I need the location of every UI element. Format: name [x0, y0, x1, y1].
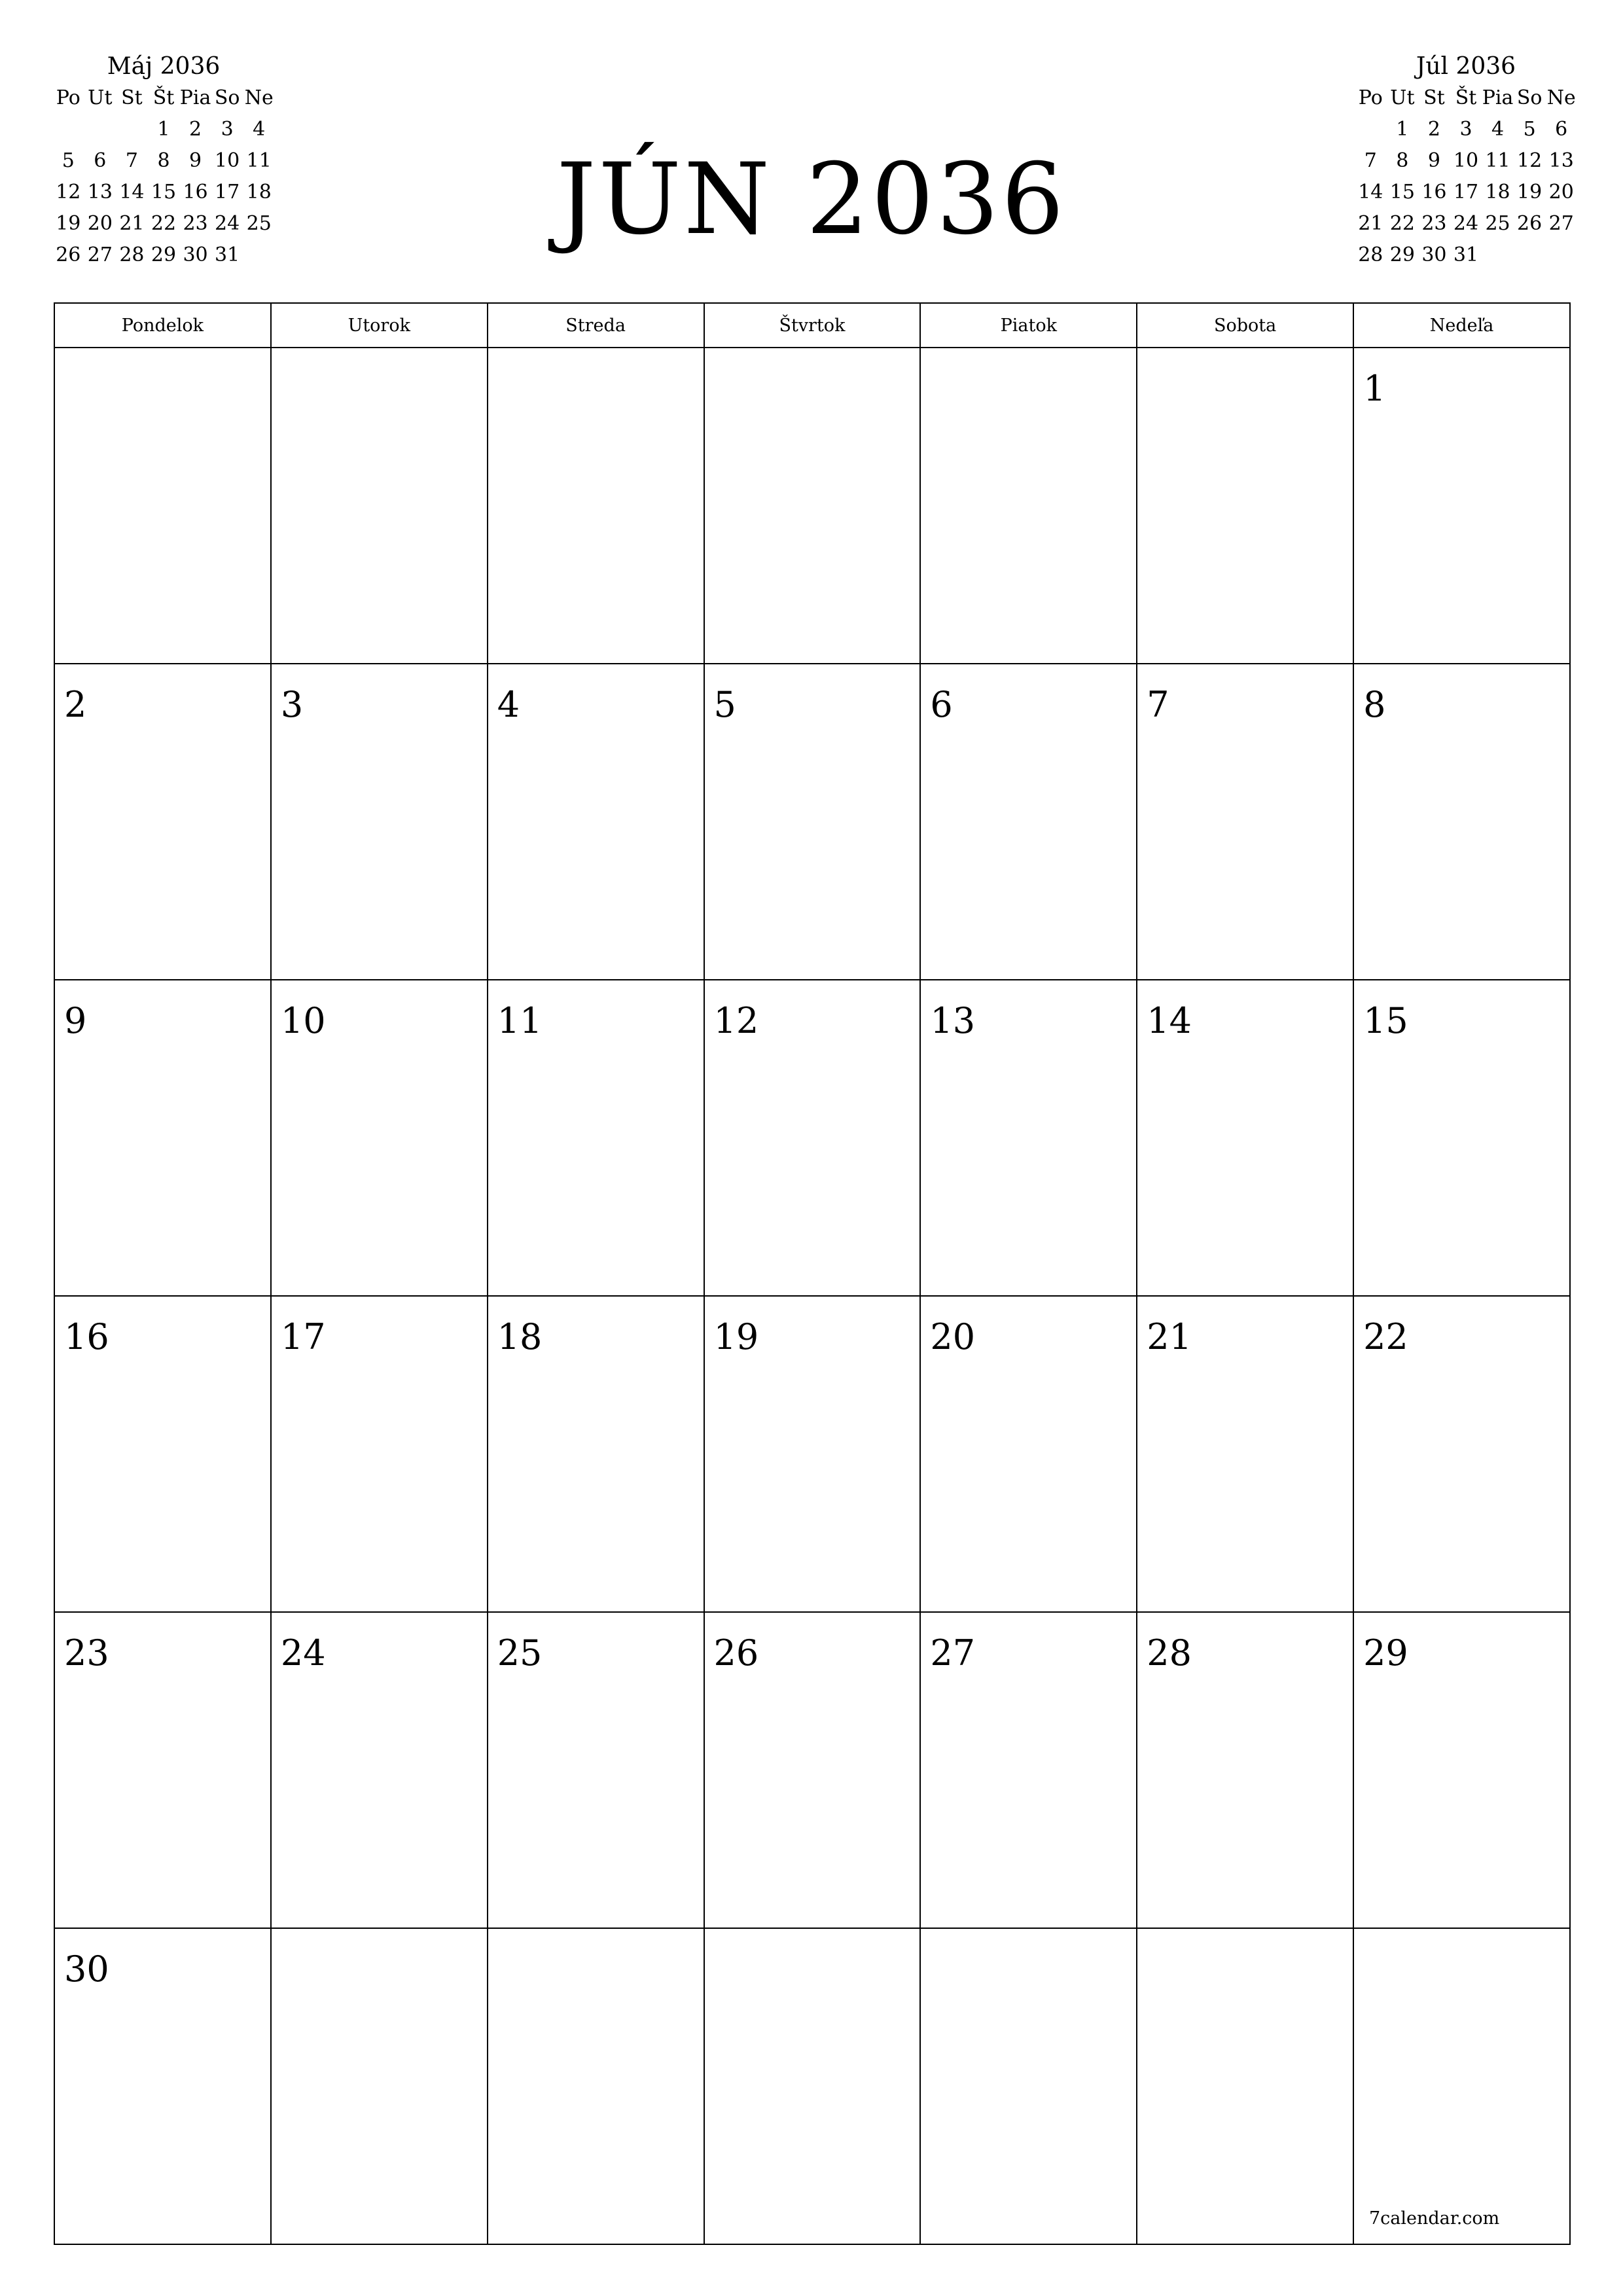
day-cell[interactable]	[271, 980, 488, 1296]
day-number: 2	[64, 684, 87, 725]
mini-day: 28	[1358, 243, 1383, 266]
day-cell[interactable]	[920, 664, 1137, 980]
day-number: 16	[64, 1316, 109, 1357]
week-row	[54, 1296, 1570, 1612]
mini-day: 18	[1485, 181, 1510, 204]
mini-day	[1482, 240, 1514, 271]
mini-day: 24	[215, 212, 240, 235]
day-number: 5	[713, 684, 736, 725]
day-cell[interactable]	[920, 980, 1137, 1296]
day-cell[interactable]	[1137, 348, 1353, 664]
day-number: 24	[280, 1632, 326, 1674]
day-cell[interactable]	[704, 664, 921, 980]
day-number: 18	[497, 1316, 543, 1357]
mini-weekday-label: Ne	[1546, 86, 1576, 109]
day-cell[interactable]	[488, 1928, 704, 2244]
day-cell[interactable]	[1353, 1928, 1570, 2244]
mini-day: 20	[1548, 181, 1574, 204]
day-number: 14	[1147, 1000, 1192, 1041]
day-number: 27	[930, 1632, 976, 1674]
day-cell[interactable]	[704, 980, 921, 1296]
mini-day: 13	[87, 181, 113, 204]
mini-weekday-label: Pia	[1482, 86, 1514, 109]
weekday-header: Piatok	[920, 303, 1137, 348]
month-calendar-grid	[54, 302, 1571, 2245]
mini-day	[1514, 240, 1546, 271]
mini-weekday-label: Št	[152, 86, 175, 109]
mini-day: 16	[183, 181, 208, 204]
mini-day: 17	[1453, 181, 1479, 204]
mini-day: 1	[157, 118, 170, 141]
mini-day: 2	[189, 118, 202, 141]
mini-day: 7	[125, 149, 138, 172]
mini-weekday-label: Ut	[88, 86, 113, 109]
mini-day: 8	[157, 149, 170, 172]
mini-day: 6	[94, 149, 107, 172]
weekday-header: Utorok	[271, 303, 488, 348]
mini-day: 5	[1523, 118, 1536, 141]
mini-calendar-grid	[1355, 82, 1577, 271]
mini-calendar-title: Máj 2036	[107, 53, 221, 80]
day-cell[interactable]	[271, 1928, 488, 2244]
mini-day: 20	[87, 212, 113, 235]
mini-day: 29	[151, 243, 177, 266]
mini-day: 26	[56, 243, 81, 266]
day-cell[interactable]	[488, 1296, 704, 1612]
day-number: 29	[1363, 1632, 1408, 1674]
day-number: 20	[930, 1316, 976, 1357]
day-cell[interactable]	[54, 1612, 271, 1928]
week-row	[54, 1612, 1570, 1928]
day-cell[interactable]	[920, 1612, 1137, 1928]
mini-weekday-label: St	[121, 86, 143, 109]
mini-day: 10	[1453, 149, 1479, 172]
mini-day: 4	[1491, 118, 1505, 141]
day-number: 7	[1147, 684, 1169, 725]
mini-day: 19	[56, 212, 81, 235]
day-cell[interactable]	[488, 664, 704, 980]
mini-calendar-title: Júl 2036	[1416, 53, 1516, 80]
week-row	[54, 348, 1570, 664]
mini-day: 15	[1389, 181, 1415, 204]
site-credit: 7calendar.com	[1369, 2208, 1500, 2229]
day-number: 23	[64, 1632, 109, 1674]
day-number: 10	[280, 1000, 326, 1041]
mini-weekday-label: Ut	[1390, 86, 1415, 109]
mini-day: 30	[183, 243, 208, 266]
mini-day: 22	[151, 212, 177, 235]
day-number: 4	[497, 684, 520, 725]
mini-day: 17	[215, 181, 240, 204]
weekday-header: Pondelok	[54, 303, 271, 348]
day-cell[interactable]	[54, 980, 271, 1296]
mini-day: 2	[1427, 118, 1440, 141]
mini-day: 31	[215, 243, 240, 266]
mini-day: 12	[56, 181, 81, 204]
mini-day: 6	[1555, 118, 1568, 141]
day-cell[interactable]	[704, 1612, 921, 1928]
day-cell[interactable]	[920, 348, 1137, 664]
weekday-header: Sobota	[1137, 303, 1353, 348]
day-cell[interactable]	[1353, 664, 1570, 980]
day-cell[interactable]	[488, 1612, 704, 1928]
day-cell[interactable]	[1137, 1928, 1353, 2244]
mini-day	[1545, 240, 1577, 271]
mini-day: 22	[1389, 212, 1415, 235]
mini-weekday-label: So	[1516, 86, 1543, 109]
day-cell[interactable]	[1353, 1296, 1570, 1612]
mini-weekday-label: St	[1423, 86, 1445, 109]
day-cell[interactable]	[54, 348, 271, 664]
day-cell[interactable]	[1353, 980, 1570, 1296]
mini-day: 24	[1453, 212, 1479, 235]
mini-day	[1355, 114, 1387, 145]
mini-day: 8	[1396, 149, 1409, 172]
day-number: 30	[64, 1948, 109, 1990]
day-number: 26	[713, 1632, 759, 1674]
mini-day: 11	[1485, 149, 1510, 172]
mini-day: 21	[119, 212, 145, 235]
mini-day: 27	[1548, 212, 1574, 235]
mini-day: 25	[246, 212, 272, 235]
mini-day: 13	[1548, 149, 1574, 172]
day-cell[interactable]	[271, 1612, 488, 1928]
day-number: 1	[1363, 368, 1386, 409]
mini-day: 12	[1517, 149, 1543, 172]
weekday-header-row	[54, 303, 1570, 348]
mini-day: 9	[189, 149, 202, 172]
mini-day: 14	[119, 181, 145, 204]
day-number: 15	[1363, 1000, 1408, 1041]
mini-day: 5	[62, 149, 75, 172]
mini-day: 1	[1396, 118, 1409, 141]
mini-day: 3	[1459, 118, 1472, 141]
mini-day: 28	[119, 243, 145, 266]
mini-weekday-label: Št	[1455, 86, 1477, 109]
day-number: 17	[280, 1316, 326, 1357]
mini-day: 23	[1421, 212, 1447, 235]
mini-day: 31	[1453, 243, 1479, 266]
day-cell[interactable]	[54, 664, 271, 980]
day-cell[interactable]	[271, 1296, 488, 1612]
day-number: 12	[713, 1000, 759, 1041]
mini-day: 25	[1485, 212, 1510, 235]
mini-day: 27	[87, 243, 113, 266]
day-number: 13	[930, 1000, 976, 1041]
weekday-header: Nedeľa	[1353, 303, 1570, 348]
mini-day: 26	[1517, 212, 1543, 235]
mini-day: 3	[221, 118, 234, 141]
day-cell[interactable]	[1137, 1296, 1353, 1612]
mini-weekday-label: Po	[1358, 86, 1383, 109]
mini-weekday-label: Pia	[179, 86, 211, 109]
mini-weekday-label: Po	[56, 86, 80, 109]
day-cell[interactable]	[1137, 1612, 1353, 1928]
week-row	[54, 980, 1570, 1296]
day-number: 11	[497, 1000, 543, 1041]
day-cell[interactable]	[271, 348, 488, 664]
day-number: 8	[1363, 684, 1386, 725]
day-number: 25	[497, 1632, 543, 1674]
day-number: 22	[1363, 1316, 1408, 1357]
day-cell[interactable]	[488, 348, 704, 664]
mini-day: 29	[1389, 243, 1415, 266]
day-cell[interactable]	[54, 1928, 271, 2244]
mini-day: 19	[1517, 181, 1543, 204]
page-title: JÚN 2036	[556, 143, 1067, 257]
mini-day: 4	[253, 118, 266, 141]
day-cell[interactable]	[1353, 348, 1570, 664]
mini-weekday-label: Ne	[244, 86, 274, 109]
day-cell[interactable]	[271, 664, 488, 980]
weekday-header: Streda	[488, 303, 704, 348]
mini-day: 23	[183, 212, 208, 235]
mini-day: 11	[246, 149, 272, 172]
day-cell[interactable]	[920, 1928, 1137, 2244]
day-number: 3	[280, 684, 304, 725]
mini-day: 9	[1427, 149, 1440, 172]
week-row	[54, 664, 1570, 980]
day-cell[interactable]	[488, 980, 704, 1296]
mini-weekday-label: So	[214, 86, 240, 109]
day-cell[interactable]	[54, 1296, 271, 1612]
mini-calendar-next-month	[1355, 51, 1577, 271]
day-number: 28	[1147, 1632, 1192, 1674]
mini-day: 16	[1421, 181, 1447, 204]
day-cell[interactable]	[1137, 980, 1353, 1296]
week-row	[54, 1928, 1570, 2244]
mini-day: 30	[1421, 243, 1447, 266]
day-cell[interactable]	[1353, 1612, 1570, 1928]
mini-day: 14	[1358, 181, 1383, 204]
day-cell[interactable]	[920, 1296, 1137, 1612]
mini-day: 7	[1364, 149, 1377, 172]
day-number: 21	[1147, 1316, 1192, 1357]
day-number: 9	[64, 1000, 87, 1041]
mini-day: 21	[1358, 212, 1383, 235]
day-cell[interactable]	[704, 1296, 921, 1612]
day-cell[interactable]	[1137, 664, 1353, 980]
weekday-header: Štvrtok	[704, 303, 921, 348]
mini-day: 18	[246, 181, 272, 204]
day-cell[interactable]	[704, 1928, 921, 2244]
mini-day: 10	[215, 149, 240, 172]
mini-day: 15	[151, 181, 177, 204]
day-cell[interactable]	[704, 348, 921, 664]
day-number: 19	[713, 1316, 759, 1357]
day-number: 6	[930, 684, 953, 725]
